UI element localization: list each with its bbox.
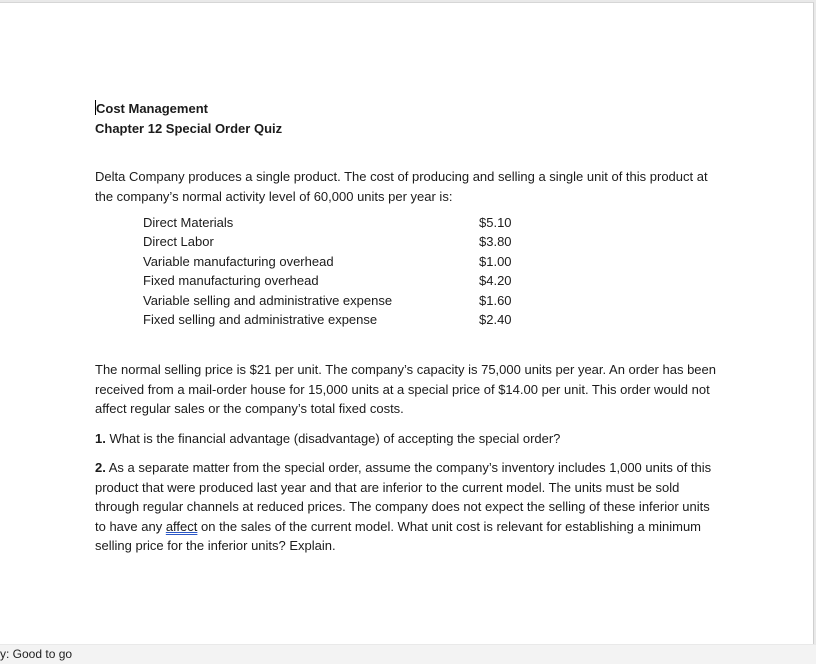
question-1-text: What is the financial advantage (disadvantage) of accepting the special order? <box>109 430 561 446</box>
cost-table <box>143 213 539 329</box>
question-1-number: 1. <box>95 430 106 446</box>
cost-label: Fixed selling and administrative expense <box>143 312 378 328</box>
cost-value: $4.20 <box>479 273 512 289</box>
cost-value: $2.40 <box>479 312 512 328</box>
cost-value: $1.60 <box>479 292 512 308</box>
question-2-number: 2. <box>95 460 106 476</box>
status-bar <box>0 645 816 664</box>
question-1 <box>95 429 720 449</box>
question-2-text-before: As a separate matter from the special order, assume the company’s inventory includes 1,000 units of this product that were produced last year and that are inferior to the current model. The units must be sold through regular channels at reduced prices. The company does not expect the selling of these inferior units to have any <box>95 460 712 534</box>
cost-row <box>143 310 539 329</box>
cost-row <box>143 213 539 232</box>
cost-row <box>143 271 539 290</box>
document-page[interactable] <box>0 2 814 644</box>
cost-value: $3.80 <box>479 234 512 250</box>
cost-row <box>143 252 539 271</box>
document-body[interactable] <box>95 99 720 556</box>
cost-label: Variable selling and administrative expense <box>143 292 393 308</box>
cost-value: $5.10 <box>479 215 512 230</box>
cost-label: Variable manufacturing overhead <box>143 253 334 269</box>
accessibility-status[interactable]: y: Good to go <box>0 647 73 661</box>
cost-value: $1.00 <box>479 253 512 269</box>
cost-row <box>143 232 539 251</box>
document-title <box>95 99 720 119</box>
intro-paragraph: Delta Company produces a single product. The cost of producing and selling a single unit of this product at the company’s normal activity level of 60,000 units per year is: <box>95 169 708 204</box>
grammar-flagged-word[interactable]: affect <box>165 518 198 534</box>
cost-row <box>143 291 539 310</box>
selling-price-paragraph: The normal selling price is $21 per unit. The company’s capacity is 75,000 units per year. An order has been received from a mail-order house for 15,000 units at a special price of $14.00 per unit. This order would not affect regular sales or the company’s total fixed costs. <box>95 362 716 417</box>
cost-label: Fixed manufacturing overhead <box>143 273 319 289</box>
document-subtitle: Chapter 12 Special Order Quiz <box>95 121 283 136</box>
question-2-text-after: on the sales of the current model. What unit cost is relevant for establishing a minimum selling price for the inferior units? Explain. <box>95 518 702 554</box>
question-2 <box>95 458 720 556</box>
document-title-text: Cost Management <box>96 101 208 116</box>
cost-label: Direct Labor <box>143 234 214 250</box>
cost-label: Direct Materials <box>143 215 234 230</box>
